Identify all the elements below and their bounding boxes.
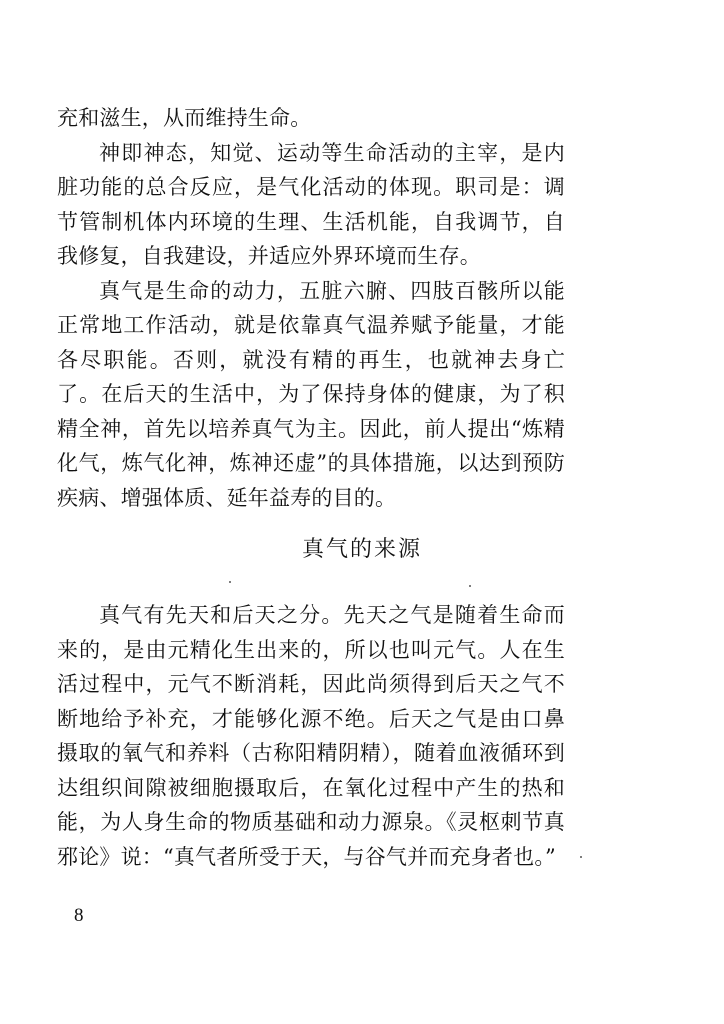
paragraph-zhenqi-dynamics: 真气是生命的动力，五脏六腑、四肢百骸所以能正常地工作活动，就是依靠真气温养赋予能量，才能各尽职能。否则，就没有精的再生，也就神去身亡了。在后天的生活中，为了保持身体的健康，为了积精全神，首先以培养真气为主。因此，前人提出“炼精化气，炼气化神，炼神还虚”的具体措施，以达到预防疾病、增强体质、延年益寿的目的。 xyxy=(57,278,565,510)
body-text-bottom xyxy=(57,598,565,874)
body-text-top xyxy=(57,101,565,515)
paragraph-continued: 充和滋生，从而维持生命。 xyxy=(57,106,312,130)
paragraph-zhenqi-source: 真气有先天和后天之分。先天之气是随着生命而来的，是由元精化生出来的，所以也叫元气。人在生活过程中，元气不断消耗，因此尚须得到后天之气不断地给予补充，才能够化源不绝。后天之气是由口鼻摄取的氧气和养料（古称阳精阴精），随着血液循环到达组织间隙被细胞摄取后，在氧化过程中产生的热和能，为人身生命的物质基础和动力源泉。《灵枢刺节真邪论》说：“真气者所受于天，与谷气并而充身者也。” xyxy=(57,603,565,869)
print-speck xyxy=(580,856,582,858)
page-number: 8 xyxy=(74,905,84,926)
print-speck xyxy=(229,581,231,583)
print-speck xyxy=(469,585,471,587)
section-heading: 真气的来源 xyxy=(301,537,422,562)
paragraph-shen: 神即神态，知觉、运动等生命活动的主宰，是内脏功能的总合反应，是气化活动的体现。职司是：调节管制机体内环境的生理、生活机能，自我调节，自我修复，自我建设，并适应外界环境而生存。 xyxy=(57,140,565,268)
